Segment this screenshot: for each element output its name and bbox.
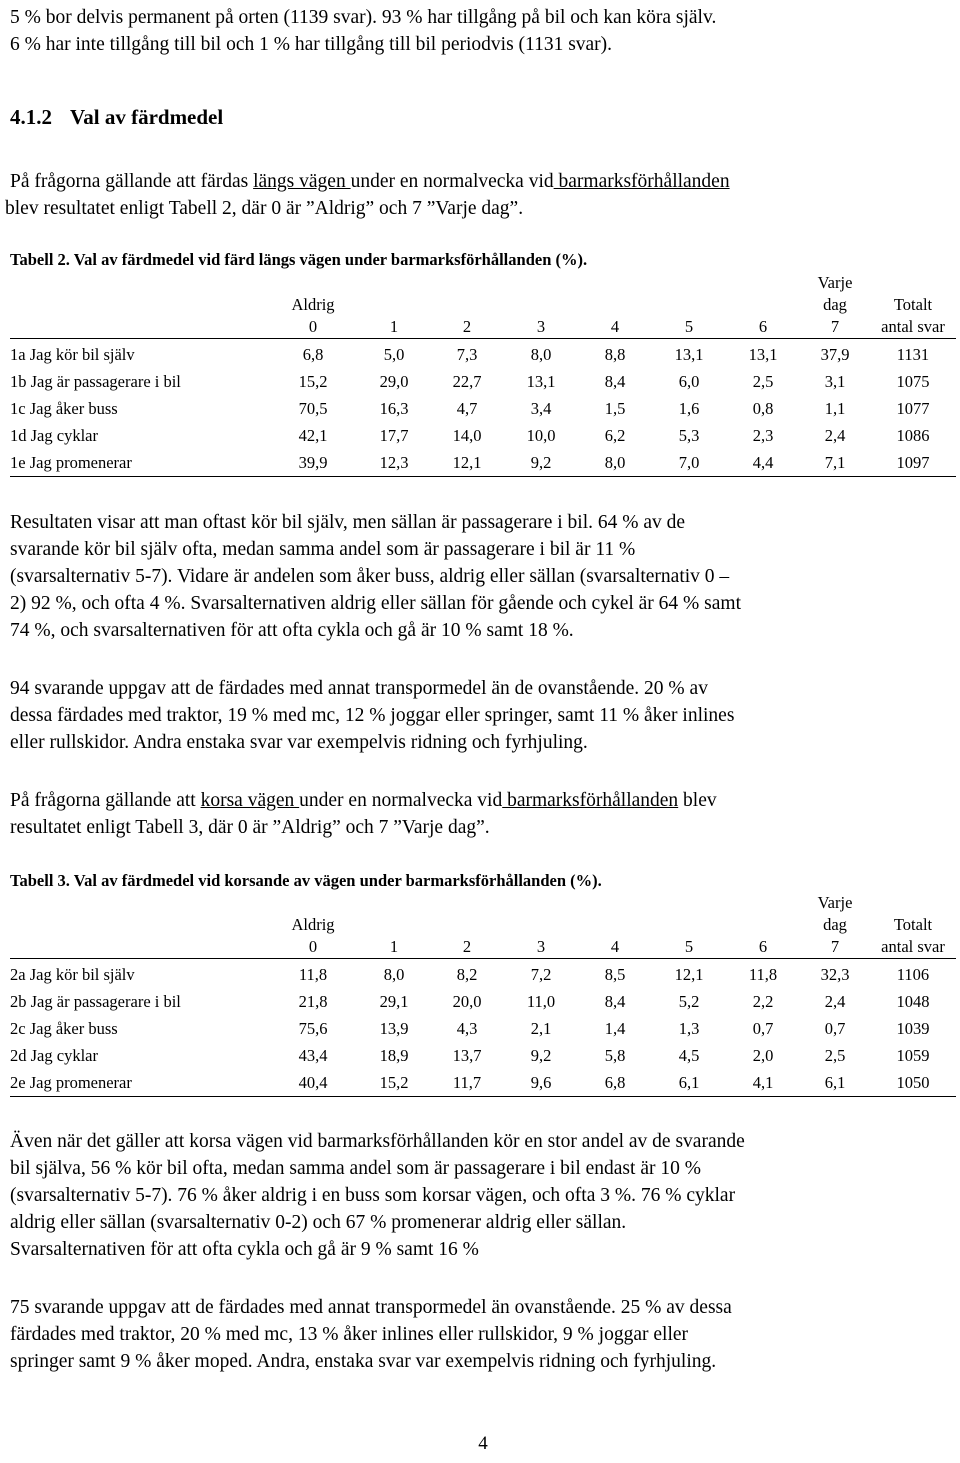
table-cell: 8,8 (604, 344, 626, 364)
column-header: 4 (610, 937, 620, 956)
table-cell: 70,5 (298, 398, 328, 418)
table-cell: 29,0 (379, 371, 409, 391)
table-cell: 5,3 (678, 425, 700, 445)
table-row (10, 339, 956, 369)
table-cell: 13,1 (674, 344, 704, 364)
table-cell: 8,2 (456, 964, 478, 984)
column-header: 5 (684, 937, 694, 956)
paragraph-line: svarande kör bil själv ofta, medan samma andel som är passagerare i bil är 11 % (10, 539, 636, 560)
table-cell: 22,7 (452, 371, 482, 391)
table-cell: 4,4 (752, 452, 774, 472)
column-header: 4 (610, 317, 620, 336)
paragraph-line: springer samt 9 % åker moped. Andra, enstaka svar var exempelvis ridning och fyrhjuling. (10, 1351, 717, 1372)
paragraph-line: 75 svarande uppgav att de färdades med annat transpormedel än ovanstående. 25 % av dessa (10, 1297, 732, 1318)
table-row (10, 1015, 956, 1042)
paragraph-line: bil själva, 56 % kör bil ofta, medan samma andel som är passagerare i bil endast är 10 % (10, 1158, 701, 1179)
table-cell: 7,1 (824, 452, 846, 472)
paragraph-line: 74 %, och svarsalternativen för att ofta cykla och gå är 10 % samt 18 %. (10, 620, 574, 641)
text-run: under en normalvecka vid (299, 790, 503, 811)
table-cell: 75,6 (298, 1018, 328, 1038)
table-cell: 43,4 (298, 1045, 328, 1065)
table-cell: 1039 (896, 1018, 930, 1038)
table-cell: 15,2 (379, 1072, 409, 1092)
row-label: 2d Jag cyklar (10, 1045, 98, 1065)
text-run: På frågorna gällande att (10, 790, 201, 811)
section-heading (10, 103, 223, 131)
table-cell: 8,0 (530, 344, 552, 364)
table-cell: 5,2 (678, 991, 700, 1011)
column-header: 3 (536, 937, 546, 956)
table-cell: 1077 (896, 398, 930, 418)
table-cell: 3,4 (530, 398, 552, 418)
row-label: 2a Jag kör bil själv (10, 964, 135, 984)
table-cell: 8,4 (604, 991, 626, 1011)
table-cell: 42,1 (298, 425, 328, 445)
page-number: 4 (478, 1433, 488, 1454)
table-cell: 37,9 (820, 344, 850, 364)
column-header: 6 (758, 317, 768, 336)
table-cell: 2,5 (752, 371, 774, 391)
row-label: 2b Jag är passagerare i bil (10, 991, 181, 1011)
row-label: 1c Jag åker buss (10, 398, 118, 418)
table-cell: 2,3 (752, 425, 774, 445)
column-header: Totalt antal svar (881, 295, 945, 336)
row-label: 2c Jag åker buss (10, 1018, 118, 1038)
table-cell: 1131 (896, 344, 930, 364)
table-cell: 8,4 (604, 371, 626, 391)
table-cell: 1,1 (824, 398, 846, 418)
table-cell: 2,1 (530, 1018, 552, 1038)
underlined-text: korsa vägen (200, 790, 300, 811)
paragraph (5, 168, 956, 222)
column-header: 1 (389, 317, 399, 336)
table-cell: 6,8 (302, 344, 324, 364)
table-cell: 15,2 (298, 371, 328, 391)
table-cell: 2,4 (824, 991, 846, 1011)
paragraph (10, 675, 734, 756)
table-3 (10, 892, 956, 1097)
column-header: 2 (462, 937, 472, 956)
intro-line: 5 % bor delvis permanent på orten (1139 svar). 93 % har tillgång på bil och kan köra själv. (10, 7, 717, 28)
table-cell: 4,3 (456, 1018, 478, 1038)
table-row (10, 959, 956, 989)
section-title: Val av färdmedel (70, 105, 224, 129)
table-cell: 21,8 (298, 991, 328, 1011)
table-row (10, 368, 956, 395)
column-header: 3 (536, 317, 546, 336)
table-cell: 1,6 (678, 398, 700, 418)
paragraph-line: dessa färdades med traktor, 19 % med mc, 12 % joggar eller springer, samt 11 % åker inlines (10, 705, 735, 726)
table-header-row (10, 272, 956, 339)
paragraph-line: (svarsalternativ 5-7). 76 % åker aldrig i en buss som korsar vägen, och ofta 3 %. 76 % cyklar (10, 1185, 736, 1206)
table-cell: 9,2 (530, 452, 552, 472)
table-cell: 3,1 (824, 371, 846, 391)
paragraph-line: 94 svarande uppgav att de färdades med annat transpormedel än de ovanstående. 20 % av (10, 678, 708, 699)
table-cell: 5,0 (383, 344, 405, 364)
column-header: 2 (462, 317, 472, 336)
table-caption: Tabell 2. Val av färdmedel vid färd längs vägen under barmarksförhållanden (%). (10, 250, 588, 269)
paragraph-line: 2) 92 %, och ofta 4 %. Svarsalternativen aldrig eller sällan för gående och cykel är 64 % samt (10, 593, 741, 614)
table-cell: 39,9 (298, 452, 328, 472)
table-cell: 13,7 (452, 1045, 482, 1065)
text-run: På frågorna gällande att färdas (10, 171, 254, 192)
table-cell: 14,0 (452, 425, 482, 445)
table-cell: 11,0 (526, 991, 556, 1011)
column-header: Aldrig 0 (291, 915, 335, 956)
column-header: Totalt antal svar (881, 915, 945, 956)
table-cell: 4,5 (678, 1045, 700, 1065)
paragraph-line: Svarsalternativen för att ofta cykla och gå är 9 % samt 16 % (10, 1239, 479, 1260)
table-cell: 20,0 (452, 991, 482, 1011)
table-cell: 1059 (896, 1045, 930, 1065)
table-row (10, 422, 956, 449)
table-cell: 12,1 (674, 964, 704, 984)
table-cell: 13,1 (748, 344, 778, 364)
paragraph-line: färdades med traktor, 20 % med mc, 13 % åker inlines eller rullskidor, 9 % joggar eller (10, 1324, 689, 1345)
table-body (10, 339, 956, 477)
table-cell: 9,2 (530, 1045, 552, 1065)
intro-paragraph (10, 4, 716, 58)
table-cell: 1048 (896, 991, 930, 1011)
table-cell: 13,9 (379, 1018, 409, 1038)
underlined-text: barmarksförhållanden (502, 790, 679, 811)
table-cell: 7,0 (678, 452, 700, 472)
text-run: resultatet enligt Tabell 3, där 0 är ”Aldrig” och 7 ”Varje dag”. (10, 817, 490, 838)
table-cell: 16,3 (379, 398, 409, 418)
table-cell: 0,8 (752, 398, 774, 418)
table-cell: 8,5 (604, 964, 626, 984)
table-cell: 11,8 (748, 964, 778, 984)
table-cell: 40,4 (298, 1072, 328, 1092)
table-cell: 12,3 (379, 452, 409, 472)
table-cell: 7,3 (456, 344, 478, 364)
table-cell: 9,6 (530, 1072, 552, 1092)
table-cell: 4,7 (456, 398, 478, 418)
table-cell: 1086 (896, 425, 930, 445)
paragraph-line: Även när det gäller att korsa vägen vid barmarksförhållanden kör en stor andel av de svarande (10, 1131, 745, 1152)
table-2 (10, 272, 956, 477)
table-cell: 11,7 (452, 1072, 482, 1092)
table-cell: 7,2 (530, 964, 552, 984)
table-cell: 10,0 (526, 425, 556, 445)
paragraph (10, 509, 741, 644)
paragraph (10, 1294, 732, 1375)
table-cell: 1106 (896, 964, 930, 984)
table-cell: 4,1 (752, 1072, 774, 1092)
paragraph (10, 1128, 745, 1263)
table-cell: 0,7 (752, 1018, 774, 1038)
table-cell: 18,9 (379, 1045, 409, 1065)
table-row (10, 988, 956, 1015)
table-cell: 17,7 (379, 425, 409, 445)
paragraph (10, 787, 956, 841)
row-label: 1a Jag kör bil själv (10, 344, 135, 364)
table-cell: 29,1 (379, 991, 409, 1011)
column-header: 1 (389, 937, 399, 956)
table-cell: 6,1 (824, 1072, 846, 1092)
paragraph-line: eller rullskidor. Andra enstaka svar var exempelvis ridning och fyrhjuling. (10, 732, 588, 753)
table-cell: 13,1 (526, 371, 556, 391)
table-cell: 2,0 (752, 1045, 774, 1065)
table-caption: Tabell 3. Val av färdmedel vid korsande av vägen under barmarksförhållanden (%). (10, 871, 602, 890)
row-label: 1b Jag är passagerare i bil (10, 371, 181, 391)
table-row (10, 395, 956, 422)
table-cell: 1,3 (678, 1018, 700, 1038)
column-header: Varje dag 7 (817, 273, 853, 336)
table-cell: 12,1 (452, 452, 482, 472)
table-cell: 5,8 (604, 1045, 626, 1065)
table-row (10, 1042, 956, 1069)
column-header: Aldrig 0 (291, 295, 335, 336)
underlined-text: barmarksförhållanden (553, 171, 730, 192)
table-cell: 6,1 (678, 1072, 700, 1092)
intro-line: 6 % har inte tillgång till bil och 1 % har tillgång till bil periodvis (1131 svar). (10, 34, 613, 55)
table-cell: 6,8 (604, 1072, 626, 1092)
table-row (10, 449, 956, 477)
section-number: 4.1.2 (10, 105, 52, 129)
column-header: Varje dag 7 (817, 893, 853, 956)
column-header: 5 (684, 317, 694, 336)
table-cell: 1,4 (604, 1018, 626, 1038)
column-header: 6 (758, 937, 768, 956)
table-cell: 8,0 (604, 452, 626, 472)
table-cell: 11,8 (298, 964, 328, 984)
table-cell: 2,5 (824, 1045, 846, 1065)
table-cell: 1050 (896, 1072, 930, 1092)
paragraph-line: (svarsalternativ 5-7). Vidare är andelen som åker buss, aldrig eller sällan (svarsalternativ 0 – (10, 566, 730, 587)
table-cell: 2,4 (824, 425, 846, 445)
table-body (10, 959, 956, 1097)
row-label: 1e Jag promenerar (10, 452, 132, 472)
table-cell: 1,5 (604, 398, 626, 418)
table-cell: 6,0 (678, 371, 700, 391)
paragraph-line: Resultaten visar att man oftast kör bil själv, men sällan är passagerare i bil. 64 % av de (10, 512, 686, 533)
table-header-row (10, 892, 956, 959)
table-cell: 6,2 (604, 425, 626, 445)
table-cell: 2,2 (752, 991, 774, 1011)
table-cell: 0,7 (824, 1018, 846, 1038)
table-cell: 32,3 (820, 964, 850, 984)
table-cell: 1075 (896, 371, 930, 391)
row-label: 1d Jag cyklar (10, 425, 98, 445)
text-run: under en normalvecka vid (350, 171, 554, 192)
row-label: 2e Jag promenerar (10, 1072, 132, 1092)
table-cell: 8,0 (383, 964, 405, 984)
underlined-text: längs vägen (253, 171, 351, 192)
table-cell: 1097 (896, 452, 930, 472)
text-run: blev resultatet enligt Tabell 2, där 0 är ”Aldrig” och 7 ”Varje dag”. (5, 198, 524, 219)
text-run: blev (678, 790, 717, 811)
table-row (10, 1069, 956, 1097)
paragraph-line: aldrig eller sällan (svarsalternativ 0-2) och 67 % promenerar aldrig eller sällan. (10, 1212, 627, 1233)
